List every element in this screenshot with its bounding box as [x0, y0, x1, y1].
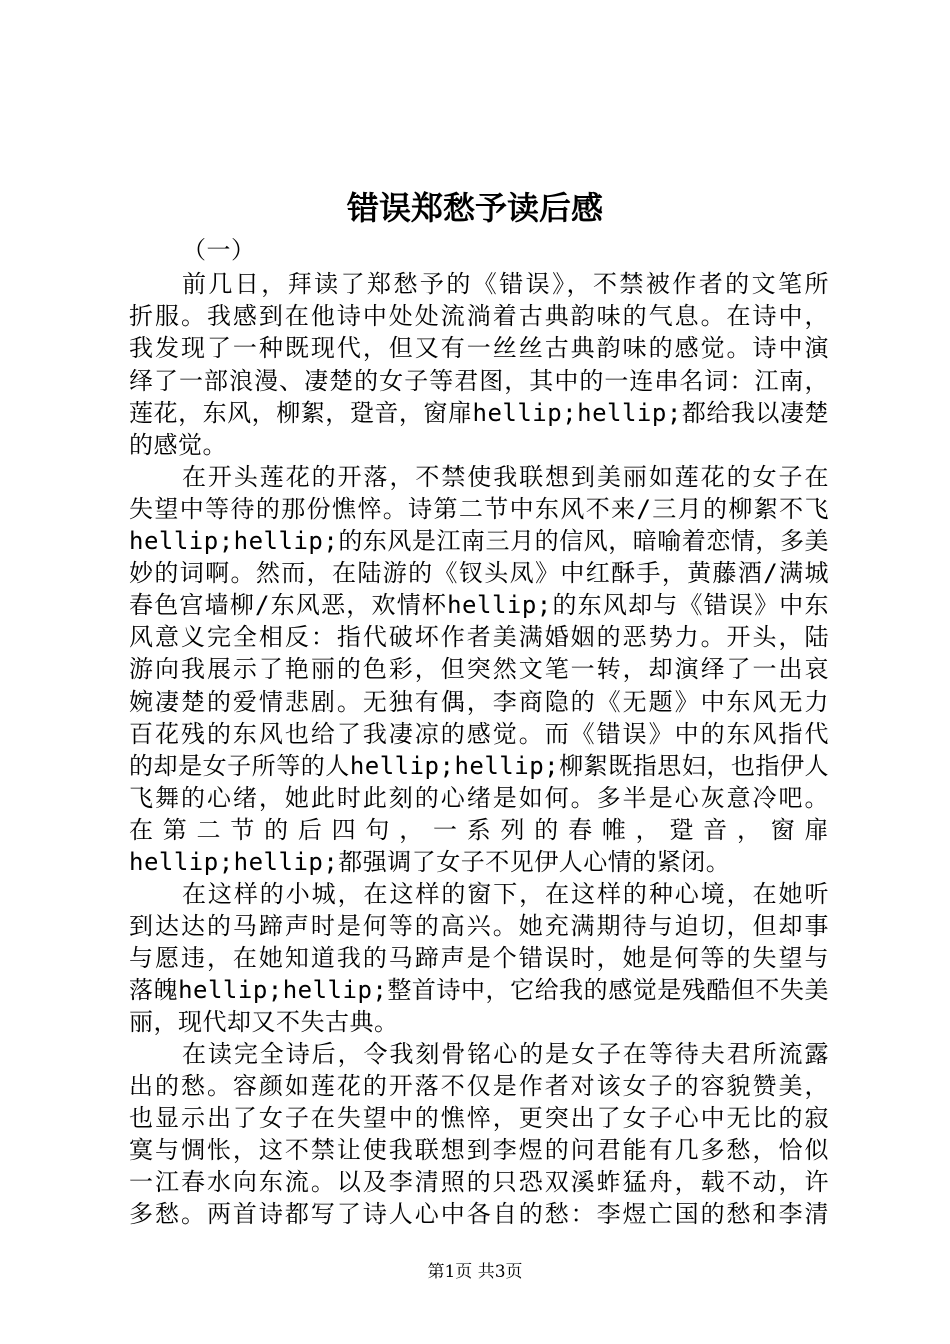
text-line: 我发现了一种既现代，但又有一丝丝古典韵味的感觉。诗中演 — [129, 334, 829, 362]
text-line: hellip;hellip;都强调了女子不见伊人心情的紧闭。 — [129, 848, 731, 876]
text-line: 妙的词啊。然而，在陆游的《钗头凤》中红酥手，黄藤酒/满城 — [129, 559, 829, 587]
text-line: hellip;hellip;的东风是江南三月的信风，暗喻着恋情，多美 — [129, 527, 829, 555]
text-line: 在读完全诗后，令我刻骨铭心的是女子在等待夫君所流露 — [182, 1040, 829, 1068]
text-line: 多愁。两首诗都写了诗人心中各自的愁：李煜亡国的愁和李清 — [129, 1200, 829, 1228]
text-line: 失望中等待的那份憔悴。诗第二节中东风不来/三月的柳絮不飞 — [129, 495, 829, 523]
text-line: 游向我展示了艳丽的色彩，但突然文笔一转，却演绎了一出哀 — [129, 655, 829, 683]
text-line: 也显示出了女子在失望中的憔悴，更突出了女子心中无比的寂 — [129, 1104, 829, 1132]
text-line: 的却是女子所等的人hellip;hellip;柳絮既指思妇，也指伊人 — [129, 752, 829, 780]
text-line: 到达达的马蹄声时是何等的高兴。她充满期待与迫切，但却事 — [129, 912, 829, 940]
section-mark: （一） — [182, 236, 256, 264]
page-number-footer: 第1页 共3页 — [427, 1262, 523, 1282]
text-line: 一江春水向东流。以及李清照的只恐双溪蚱猛舟，载不动，许 — [129, 1168, 829, 1196]
text-line: 春色宫墙柳/东风恶，欢情杯hellip;的东风却与《错误》中东 — [129, 591, 829, 619]
text-line: 莲花，东风，柳絮，跫音，窗扉hellip;hellip;都给我以凄楚 — [129, 399, 829, 427]
text-line: 折服。我感到在他诗中处处流淌着古典韵味的气息。在诗中， — [129, 302, 829, 330]
text-line: 在开头莲花的开落，不禁使我联想到美丽如莲花的女子在 — [182, 463, 829, 491]
text-line: 飞舞的心绪，她此时此刻的心绪是如何。多半是心灰意冷吧。 — [129, 784, 829, 812]
text-line: 寞与惆怅，这不禁让使我联想到李煜的问君能有几多愁，恰似 — [129, 1136, 829, 1164]
page-title: 错误郑愁予读后感 — [346, 189, 603, 227]
text-line: 百花残的东风也给了我凄凉的感觉。而《错误》中的东风指代 — [129, 720, 829, 748]
text-line: 婉凄楚的爱情悲剧。无独有偶，李商隐的《无题》中东风无力 — [129, 688, 829, 716]
text-line: 绎了一部浪漫、凄楚的女子等君图，其中的一连串名词：江南， — [129, 367, 829, 395]
text-line: 在这样的小城，在这样的窗下，在这样的种心境，在她听 — [182, 880, 829, 908]
text-line: 的感觉。 — [129, 431, 227, 459]
text-line: 与愿违，在她知道我的马蹄声是个错误时，她是何等的失望与 — [129, 944, 829, 972]
text-line: 前几日，拜读了郑愁予的《错误》，不禁被作者的文笔所 — [182, 270, 829, 298]
text-line: 出的愁。容颜如莲花的开落不仅是作者对该女子的容貌赞美， — [129, 1072, 829, 1100]
text-line: 丽，现代却又不失古典。 — [129, 1008, 399, 1036]
text-line: 落魄hellip;hellip;整首诗中，它给我的感觉是残酷但不失美 — [129, 976, 829, 1004]
text-line: 风意义完全相反：指代破坏作者美满婚姻的恶势力。开头，陆 — [129, 623, 829, 651]
text-line: 在第二节的后四句，一系列的春帷，跫音，窗扉 — [129, 816, 829, 844]
